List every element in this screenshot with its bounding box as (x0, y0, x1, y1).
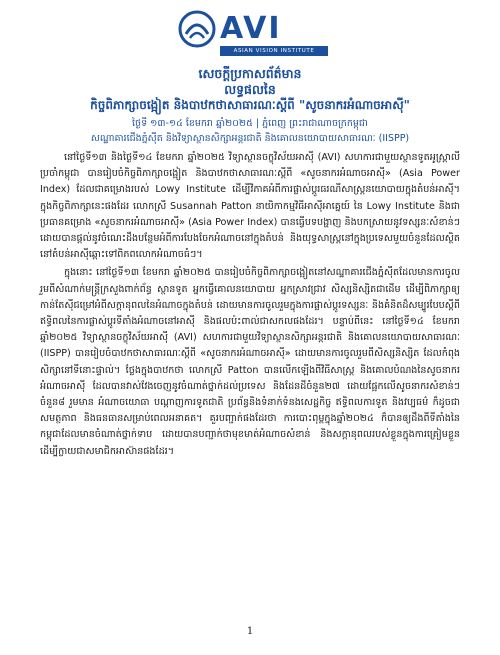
avi-logo (178, 8, 328, 60)
results-of-label: លទ្ធផលនៃ (224, 82, 276, 97)
globe-icon (178, 10, 216, 48)
paragraph-1: នៅថ្ងៃទី១៣ និងថ្ងៃទី១៤ ខែមករា ឆ្នាំ២០២៥ វិទ្យាស្ថានចក្ខុវិស័យអាស៊ី (AVI) សហការជាមួយស្ថានទូតអូស្ត្រាលីប្រចាំកម្ពុជា បានរៀបចំកិច្ចពិភាក្សាចង្អៀត និងបាឋកថាសាធារណៈស្តីពី «សូចនាករអំណាចអាស៊ី» (Asia Power Index) ដែលជាគម្រោងរបស់ Lowy Institute ដើម្បីវិភាគអំពីការផ្លាស់ប្តូរធរណីសាស្ត្រនយោបាយក្នុងតំបន់អាស៊ី។ ក្នុងកិច្ចពិភាក្សានេះផងដែរ លោកស្រី Susannah Patton នាយិកាកម្មវិធីអាស៊ីអាគ្នេយ៍ នៃ Lowy Institute និងជាប្រធានគម្រោង «សូចនាករអំណាចអាស៊ី» (Asia Power Index) បានធ្វើបទបង្ហាញ និងបកស្រាយនូវទស្សនៈសំខាន់ៗ ដោយបានផ្តល់នូវចំណេះដឹងបន្ថែមអំពីការបែងចែកអំណាចនៅក្នុងតំបន់ និងយុទ្ធសាស្ត្រនៅក្នុងប្រទេសមួយចំនួនដែលស្ថិតនៅតំបន់អាស៊ីឆ្ពោះទៅពិភពលោកអំណាចធំៗ។ (40, 152, 460, 261)
logo-text: AVI (220, 11, 282, 46)
press-release-title: សេចក្តីប្រកាសព័ត៌មាន (198, 66, 302, 81)
event-date-location: ថ្ងៃទី ១៣-១៤ ខែមករា ឆ្នាំ២០២៥ | ភ្នំពេញ ព្រះរាជាណាចក្រកម្ពុជា (132, 118, 368, 129)
document-body (40, 150, 460, 462)
logo-subtitle: ASIAN VISION INSTITUTE (220, 46, 328, 56)
page-number: 1 (246, 626, 254, 637)
paragraph-2: ក្នុងនោះ នៅថ្ងៃទី១៣ ខែមករា ឆ្នាំ២០២៥ បានរៀបចំកិច្ចពិភាក្សាចង្អៀតនៅសណ្ឋាគារជើងភ្នំស៊ីតដែលមានការចូលរួមពីសំណាក់មន្ត្រីក្រសួងពាក់ព័ន្ធ ស្ថានទូត អ្នកធ្វើគោលនយោបាយ អ្នកស្រាវជ្រាវ សិស្សនិស្សិតជាដើម ដើម្បីពិភាក្សាឲ្យកាន់តែស៊ីជម្រៅអំពីសក្តានុពលនៃអំណាចក្នុងតំបន់ ដោយមានការចូលរួមក្នុងការផ្លាស់ប្តូរទស្សនៈ និងគំនិតដ៏សម្បូរបែបស្តីពីឥទ្ធិពលនៃការផ្លាស់ប្តូរទីតាំងអំណាចនៅអាស៊ី និងផលប៉ះពាល់ជាសកលផងដែរ។ បន្ទាប់ពីនេះ នៅថ្ងៃទី១៤ ខែមករា ឆ្នាំ២០២៥ វិទ្យាស្ថានចក្ខុវិស័យអាស៊ី (AVI) សហការជាមួយវិទ្យាស្ថានសិក្សាអន្តរជាតិ និងគោលនយោបាយសាធារណៈ (IISPP) បានរៀបចំបាឋកថាសាធារណៈស្តីពី «សូចនាករអំណាចអាស៊ី» ដោយមានការចូលរួមពីសិស្សនិស្សិត ដែលកំពុងសិក្សានៅទីនោះផ្ទាល់។ ថ្លែងក្នុងបាឋកថា លោកស្រី Patton បានលើកឡើងពីវិធីសាស្ត្រ និងគោលបំណងនៃសូចនាករអំណាចអាស៊ី ដែលបានវាស់វែងចេញនូវចំណាត់ថ្នាក់ដល់ប្រទេស និងដែនដីចំនួន២៧ ដោយផ្អែកលើសូចនាករសំខាន់ៗចំនួន៨ រួមមាន អំណាចយោធា បណ្តាញការទូតជាតិ ប្រព័ន្ធនិងទំនាក់ទំនងសេដ្ឋកិច្ច ឥទ្ធិពលការទូត និងវប្បធម៌ ក៏ដូចជាសមត្ថភាព និងធនធានសម្រាប់ពេលអនាគត។ គួរបញ្ជាក់ផងដែរថា ការបោះពុម្ពក្នុងឆ្នាំ២០២៤ ក៏បានឲ្យដឹងពីទីតាំងនៃកម្ពុជាដែលមានចំណាត់ថ្នាក់ទាប ដោយបានបញ្ជាក់ថាមុខមាត់អំណាចសំខាន់ និងសក្តានុពលរបស់ខ្លួនក្នុងការត្រៀមខ្លួនដើម្បីក្លាយជាសមាជិកអាស៊ានផងដែរ។ (40, 267, 460, 457)
event-venues: សណ្ឋាគារជើងភ្នំស៊ីត និងវិទ្យាស្ថានសិក្សាអន្តរជាតិ និងគោលនយោបាយសាធារណៈ (IISPP) (90, 133, 410, 144)
event-title: កិច្ចពិភាក្សាចង្អៀត និងបាឋកថាសាធារណៈស្តីពី "សូចនាករអំណាចអាស៊ី" (90, 98, 410, 112)
